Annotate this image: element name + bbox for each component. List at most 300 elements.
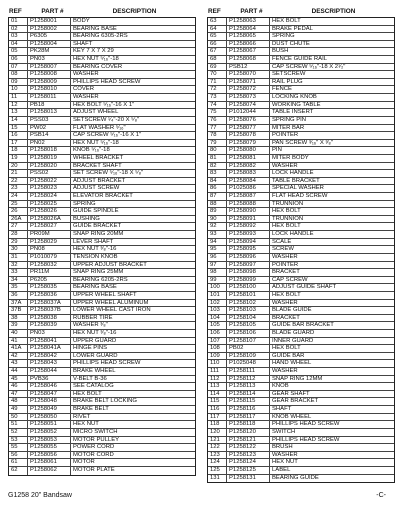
header-ref: REF (208, 8, 221, 15)
description-cell: SETSCREW (272, 71, 306, 78)
description-cell: LOWER WHEEL CAST IRON (73, 307, 151, 314)
table-row (9, 86, 195, 94)
page-number: -C- (376, 492, 386, 499)
part-number-cell: PVB36 (28, 376, 71, 383)
description-cell: BODY (73, 18, 90, 24)
ref-cell: 26 (9, 208, 28, 215)
ref-cell: 43 (9, 360, 28, 367)
table-row (9, 459, 195, 467)
table-row (208, 292, 394, 300)
ref-cell: 101 (208, 292, 227, 299)
part-number-cell: P1258011 (28, 94, 71, 101)
table-row (9, 71, 195, 79)
ref-cell: 32 (9, 262, 28, 269)
ref-cell: 70 (208, 71, 227, 78)
ref-cell: 74 (208, 102, 227, 109)
ref-cell: 88 (208, 201, 227, 208)
part-number-cell: P1258101 (227, 292, 270, 299)
table-row (208, 284, 394, 292)
part-number-cell: P1258079 (227, 140, 270, 147)
header-description: DESCRIPTION (112, 8, 157, 15)
table-row (208, 18, 394, 26)
table-row (9, 239, 195, 247)
table-row (9, 208, 195, 216)
ref-cell: 113 (208, 383, 227, 390)
ref-cell: 38 (9, 315, 28, 322)
ref-cell: 24 (9, 193, 28, 200)
part-number-cell: P1258125 (227, 467, 270, 474)
ref-cell: 76 (208, 117, 227, 124)
table-row (9, 117, 195, 125)
description-cell: CAP SCREW (272, 276, 308, 283)
ref-cell: 11 (9, 94, 28, 101)
description-cell: HEX BOLT (272, 291, 301, 298)
description-cell: BUSHING (73, 215, 100, 222)
description-cell: FENCE (272, 86, 292, 93)
ref-cell: 26A (9, 216, 28, 223)
part-number-cell: P1258019 (28, 155, 71, 162)
part-number-cell: PSS03 (28, 117, 71, 124)
ref-cell: 99 (208, 277, 227, 284)
description-cell: CAP SCREW ⁵⁄₁₆"-16 X 1" (73, 132, 142, 139)
table-row (9, 406, 195, 414)
table-row (208, 368, 394, 376)
part-number-cell: P1258092 (227, 223, 270, 230)
ref-cell: 75 (208, 109, 227, 116)
description-cell: HEX BOLT ⁵⁄₁₆"-16 X 1" (73, 101, 135, 108)
description-cell: ADJUST WHEEL (73, 109, 119, 116)
part-number-cell: P1258055 (28, 444, 71, 451)
part-number-cell: P1258105 (227, 322, 270, 329)
table-row (9, 41, 195, 49)
description-cell: PHILLIPS HEAD SCREW (272, 421, 340, 428)
part-number-cell: P1258117 (227, 414, 270, 421)
description-cell: CAP SCREW ⁵⁄₁₆"-18 X 2¹⁄₂" (272, 63, 346, 70)
description-cell: MOTOR PLATE (73, 466, 115, 473)
part-number-cell: P1258053 (28, 437, 71, 444)
description-cell: WASHER (73, 94, 99, 101)
description-cell: LOCK HANDLE (272, 170, 314, 177)
table-row (9, 125, 195, 133)
part-number-cell: P1258096 (227, 254, 270, 261)
ref-cell: 05 (9, 48, 28, 55)
table-row (208, 459, 394, 467)
part-number-cell: P1258113 (227, 383, 270, 390)
description-cell: KEY 7 X 7 X 29 (73, 48, 114, 55)
table-row (208, 254, 394, 262)
description-cell: BEARING BASE (73, 25, 117, 32)
part-number-cell: PK28M (28, 48, 71, 55)
description-cell: HEX BOLT (73, 390, 102, 397)
ref-cell: 69 (208, 64, 227, 71)
table-row (208, 406, 394, 414)
ref-cell: 105 (208, 322, 227, 329)
part-number-cell: PB02 (227, 345, 270, 352)
table-row (208, 147, 394, 155)
description-cell: LOWER GUARD (73, 352, 118, 359)
part-number-cell: P1258065 (227, 33, 270, 40)
part-number-cell: P1258122 (227, 444, 270, 451)
table-row (208, 300, 394, 308)
description-cell: DUST CHUTE (272, 40, 310, 47)
ref-cell: 82 (208, 163, 227, 170)
description-cell: LOCK HANDLE (272, 231, 314, 238)
ref-cell: 65 (208, 33, 227, 40)
part-number-cell: P1258080 (227, 147, 270, 154)
description-cell: FLAT WASHER ⁵⁄₁₆" (73, 124, 126, 131)
part-number-cell: P1258027 (28, 223, 71, 230)
table-row (208, 125, 394, 133)
ref-cell: 03 (9, 33, 28, 40)
description-cell: SCALE (272, 238, 292, 245)
description-cell: HEX BOLT (272, 223, 301, 230)
part-number-cell: PR11M (28, 269, 71, 276)
part-number-cell: P1258074 (227, 102, 270, 109)
part-number-cell: P1258050 (28, 414, 71, 421)
header-part: PART # (41, 8, 64, 15)
table-row (9, 452, 195, 460)
ref-cell: 29 (9, 239, 28, 246)
description-cell: WASHER (73, 71, 99, 78)
ref-cell: 16 (9, 132, 28, 139)
table-row (9, 429, 195, 437)
ref-cell: 34 (9, 277, 28, 284)
table-header (8, 6, 196, 17)
ref-cell: 80 (208, 147, 227, 154)
table-row (208, 383, 394, 391)
table-row (9, 246, 195, 254)
description-cell: KNOB WHEEL (272, 413, 312, 420)
table-row (9, 109, 195, 117)
table-row (9, 33, 195, 41)
ref-cell: 72 (208, 86, 227, 93)
part-number-cell: PSB14 (28, 132, 71, 139)
ref-cell: 78 (208, 132, 227, 139)
table-row (208, 315, 394, 323)
ref-cell: 94 (208, 239, 227, 246)
description-cell: MITER BAR (272, 124, 305, 131)
part-number-cell: P1258118 (227, 421, 270, 428)
description-cell: KNOB (272, 383, 289, 390)
ref-cell: 89 (208, 208, 227, 215)
ref-cell: 17 (9, 140, 28, 147)
ref-cell: 111 (208, 368, 227, 375)
ref-cell: 86 (208, 185, 227, 192)
description-cell: GEAR BRACKET (272, 398, 319, 405)
ref-cell: 122 (208, 444, 227, 451)
description-cell: HEX BOLT (272, 345, 301, 352)
description-cell: RIVET (73, 413, 91, 420)
ref-cell: 87 (208, 193, 227, 200)
table-row (9, 140, 195, 148)
description-cell: RUBBER TIRE (73, 314, 113, 321)
part-number-cell: P1258066 (227, 41, 270, 48)
part-number-cell: P1258042 (28, 353, 71, 360)
ref-cell: 18 (9, 147, 28, 154)
part-number-cell: P6205 (28, 277, 71, 284)
ref-cell: 15 (9, 125, 28, 132)
description-cell: SNAP RING 20MM (73, 231, 124, 238)
part-number-cell: P1258111 (227, 368, 270, 375)
description-cell: WHEEL BRACKET (73, 154, 124, 161)
table-row (9, 437, 195, 445)
ref-cell: 20 (9, 163, 28, 170)
table-row (9, 467, 195, 475)
ref-cell: 14 (9, 117, 28, 124)
table-row (208, 56, 394, 64)
table-row (9, 94, 195, 102)
table-row (9, 444, 195, 452)
description-cell: SHAFT (272, 406, 292, 413)
ref-cell: 40 (9, 330, 28, 337)
part-number-cell: P1258036 (28, 292, 71, 299)
part-number-cell: P1258029 (28, 239, 71, 246)
part-number-cell: P1258013 (28, 109, 71, 116)
table-row (9, 345, 195, 353)
ref-cell: 27 (9, 223, 28, 230)
description-cell: PHILLIPS HEAD SCREW (272, 436, 340, 443)
ref-cell: 109 (208, 353, 227, 360)
table-row (9, 18, 195, 26)
table-row (208, 109, 394, 117)
table-row (208, 391, 394, 399)
part-number-cell: P1258025 (28, 201, 71, 208)
table-row (9, 376, 195, 384)
ref-cell: 108 (208, 345, 227, 352)
ref-cell: 25 (9, 201, 28, 208)
ref-cell: 53 (9, 437, 28, 444)
description-cell: POWER CORD (73, 444, 115, 451)
description-cell: BRAKE BELT (73, 406, 109, 413)
ref-cell: 77 (208, 125, 227, 132)
ref-cell: 31 (9, 254, 28, 261)
ref-cell: 07 (9, 64, 28, 71)
part-number-cell: P1258099 (227, 277, 270, 284)
table-row (208, 353, 394, 361)
part-number-cell: P1258035 (28, 284, 71, 291)
description-cell: MOTOR (73, 459, 95, 466)
part-number-cell: P1258103 (227, 307, 270, 314)
table-row (208, 421, 394, 429)
description-cell: LABEL (272, 466, 291, 473)
table-row (208, 360, 394, 368)
table-row (208, 170, 394, 178)
description-cell: PHILLIPS HEAD SCREW (73, 360, 141, 367)
ref-cell: 93 (208, 231, 227, 238)
table-row (208, 102, 394, 110)
part-number-cell: P1258071 (227, 79, 270, 86)
part-number-cell: P1258037B (28, 307, 71, 314)
table-row (208, 79, 394, 87)
table-row (9, 201, 195, 209)
table-row (9, 383, 195, 391)
table-row (9, 353, 195, 361)
part-number-cell: P1258037A (28, 300, 71, 307)
table-row (208, 398, 394, 406)
description-cell: POINTER (272, 132, 299, 139)
part-number-cell: P1258114 (227, 391, 270, 398)
description-cell: PAN SCREW ³⁄₁₆" X ³⁄₈" (272, 139, 333, 146)
table-row (9, 163, 195, 171)
ref-cell: 90 (208, 216, 227, 223)
ref-cell: 123 (208, 452, 227, 459)
description-cell: PIN (272, 147, 282, 154)
description-cell: HEX BOLT (272, 18, 301, 24)
table-row (208, 26, 394, 34)
part-number-cell: P1258109 (227, 353, 270, 360)
part-number-cell: P1258051 (28, 421, 71, 428)
ref-cell: 64 (208, 26, 227, 33)
ref-cell: 46 (9, 383, 28, 390)
part-number-cell: P1258083 (227, 170, 270, 177)
table-row (9, 26, 195, 34)
table-row (9, 185, 195, 193)
table-row (208, 216, 394, 224)
table-row (9, 322, 195, 330)
description-cell: HEX NUT ³⁄₈"-16 (73, 329, 117, 336)
description-cell: WASHER (272, 368, 298, 375)
description-cell: SET SCREW ⁵⁄₁₆"-18 X ⁵⁄₈" (73, 170, 144, 177)
part-number-cell: P1258077 (227, 125, 270, 132)
description-cell: BEARING BASE (73, 284, 117, 291)
ref-cell: 131 (208, 475, 227, 483)
ref-cell: 83 (208, 170, 227, 177)
ref-cell: 28 (9, 231, 28, 238)
ref-cell: 66 (208, 41, 227, 48)
part-number-cell: P1258098 (227, 269, 270, 276)
ref-cell: 04 (9, 41, 28, 48)
description-cell: HEX NUT (73, 421, 99, 428)
table-body (207, 17, 395, 483)
part-number-cell: P1258026 (28, 208, 71, 215)
description-cell: MOTOR CORD (73, 451, 114, 458)
description-cell: BRAKE WHEEL (73, 368, 116, 375)
part-number-cell: P1258112 (227, 376, 270, 383)
table-row (9, 421, 195, 429)
part-number-cell: P1258104 (227, 315, 270, 322)
table-row (9, 414, 195, 422)
description-cell: FENCE GUIDE RAIL (272, 56, 327, 63)
table-row (9, 155, 195, 163)
part-number-cell: P1010079 (28, 254, 71, 261)
table-row (9, 178, 195, 186)
table-row (208, 48, 394, 56)
ref-cell: 33 (9, 269, 28, 276)
ref-cell: 117 (208, 414, 227, 421)
header-ref: REF (9, 8, 22, 15)
part-number-cell: P1258004 (28, 41, 71, 48)
part-number-cell: P1258049 (28, 406, 71, 413)
table-row (208, 33, 394, 41)
part-number-cell: P1258020 (28, 163, 71, 170)
part-number-cell: P1258018 (28, 147, 71, 154)
part-number-cell: P1258091 (227, 216, 270, 223)
table-row (9, 368, 195, 376)
part-number-cell: P1012044 (227, 109, 270, 116)
table-row (208, 246, 394, 254)
ref-cell: 84 (208, 178, 227, 185)
part-number-cell: P1258095 (227, 246, 270, 253)
description-cell: SHAFT (73, 40, 93, 47)
ref-cell: 06 (9, 56, 28, 63)
table-row (208, 117, 394, 125)
description-cell: WASHER (272, 451, 298, 458)
table-row (208, 86, 394, 94)
ref-cell: 52 (9, 429, 28, 436)
table-row (208, 452, 394, 460)
table-row (208, 429, 394, 437)
part-number-cell: PSS02 (28, 170, 71, 177)
ref-cell: 98 (208, 269, 227, 276)
table-row (9, 330, 195, 338)
table-row (9, 132, 195, 140)
table-row (9, 56, 195, 64)
ref-cell: 19 (9, 155, 28, 162)
ref-cell: 48 (9, 398, 28, 405)
ref-cell: 116 (208, 406, 227, 413)
description-cell: ADJUST SCREW (73, 185, 120, 192)
description-cell: BEARING COVER (73, 63, 123, 70)
part-number-cell: P1258121 (227, 437, 270, 444)
table-row (208, 201, 394, 209)
ref-cell: 21 (9, 170, 28, 177)
table-row (208, 475, 394, 483)
table-row (9, 300, 195, 308)
part-number-cell: P1025048 (227, 360, 270, 367)
table-row (9, 79, 195, 87)
ref-cell: 23 (9, 185, 28, 192)
ref-cell: 30 (9, 246, 28, 253)
description-cell: POINTER (272, 261, 299, 268)
description-cell: FLAT HEAD SCREW (272, 193, 328, 200)
footer-title: G1258 20" Bandsaw (8, 492, 72, 499)
description-cell: UPPER ADJUST BRACKET (73, 261, 147, 268)
table-row (9, 102, 195, 110)
part-number-cell: P6305 (28, 33, 71, 40)
ref-cell: 118 (208, 421, 227, 428)
part-number-cell: P1258041A (28, 345, 71, 352)
ref-cell: 42 (9, 353, 28, 360)
description-cell: WORKING TABLE (272, 101, 321, 108)
ref-cell: 37B (9, 307, 28, 314)
part-number-cell: P1258068 (227, 56, 270, 63)
table-row (208, 64, 394, 72)
part-number-cell: P1258064 (227, 26, 270, 33)
description-cell: MICRO SWITCH (73, 428, 118, 435)
part-number-cell: P1258097 (227, 262, 270, 269)
ref-cell: 110 (208, 360, 227, 367)
description-cell: BRUSH (272, 444, 293, 451)
part-number-cell: P1258063 (227, 18, 270, 25)
part-number-cell: P1258038 (28, 315, 71, 322)
part-number-cell: P1258090 (227, 208, 270, 215)
ref-cell: 67 (208, 48, 227, 55)
table-row (9, 216, 195, 224)
ref-cell: 73 (208, 94, 227, 101)
table-row (208, 71, 394, 79)
table-row (9, 292, 195, 300)
ref-cell: 112 (208, 376, 227, 383)
description-cell: SPRING (73, 200, 96, 207)
table-row (208, 467, 394, 475)
ref-cell: 13 (9, 109, 28, 116)
table-row (208, 163, 394, 171)
part-number-cell: P1258032 (28, 262, 71, 269)
part-number-cell: P1258093 (227, 231, 270, 238)
part-number-cell: P1258041 (28, 338, 71, 345)
part-number-cell: P1258120 (227, 429, 270, 436)
description-cell: GUIDE SPINDLE (73, 208, 119, 215)
